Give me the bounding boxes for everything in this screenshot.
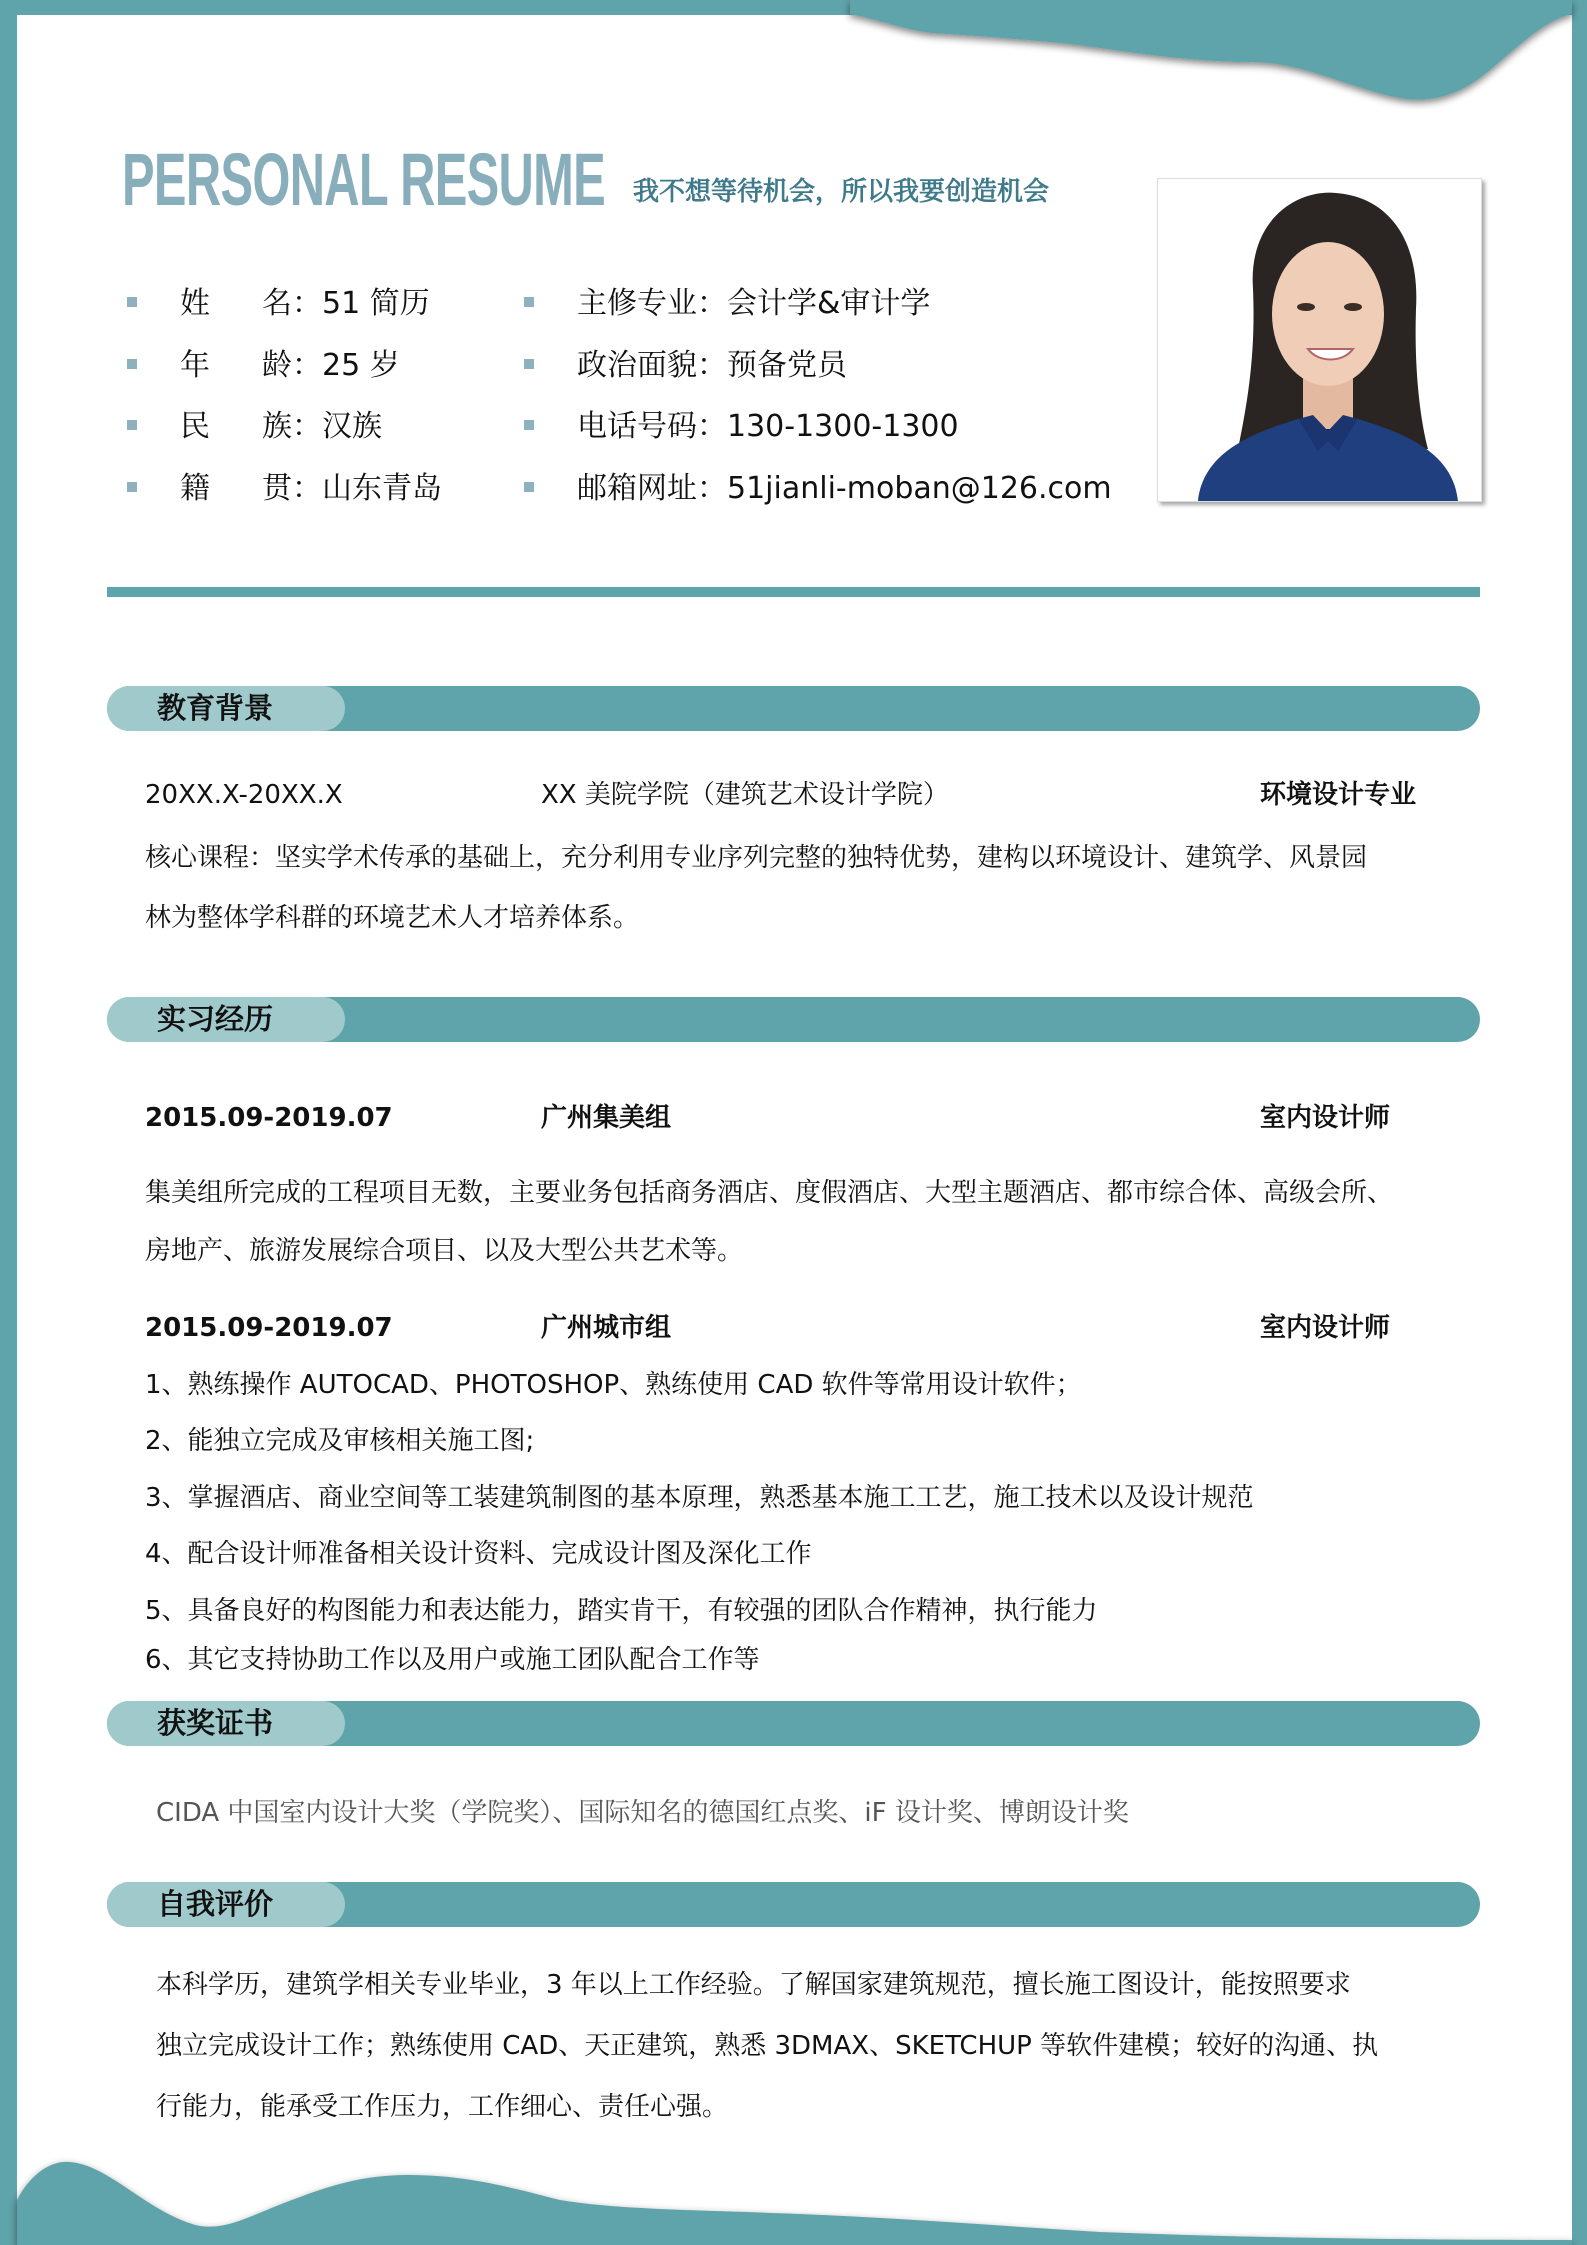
section-header-education bbox=[107, 686, 1480, 731]
info-hometown: 籍 贯：山东青岛 bbox=[127, 469, 507, 509]
info-ethnicity: 民 族：汉族 bbox=[127, 407, 507, 447]
section-header-awards bbox=[107, 1701, 1480, 1746]
header-divider bbox=[107, 587, 1480, 597]
bullet-icon bbox=[524, 420, 534, 430]
job-desc-line: 房地产、旅游发展综合项目、以及大型公共艺术等。 bbox=[145, 1236, 744, 1266]
slogan: 我不想等待机会，所以我要创造机会 bbox=[633, 177, 1050, 207]
bullet-icon bbox=[524, 482, 534, 492]
self-eval-line: 独立完成设计工作；熟练使用 CAD、天正建筑，熟悉 3DMAX、SKETCHUP 等软件建模；较好的沟通、执 bbox=[156, 2031, 1379, 2061]
portrait-image bbox=[1158, 179, 1481, 501]
awards-text: CIDA 中国室内设计大奖（学院奖）、国际知名的德国红点奖、iF 设计奖、博朗设计奖 bbox=[156, 1798, 1129, 1828]
info-age: 年 龄：25 岁 bbox=[127, 346, 507, 386]
section-title: 教育背景 bbox=[157, 691, 274, 725]
edu-core-line: 核心课程：坚实学术传承的基础上，充分利用专业序列完整的独特优势，建构以环境设计、建筑学、风景园 bbox=[145, 843, 1368, 873]
edu-major: 环境设计专业 bbox=[1260, 780, 1417, 810]
job-period: 2015.09-2019.07 bbox=[145, 1103, 393, 1133]
bullet-icon bbox=[127, 359, 137, 369]
bullet-icon bbox=[127, 420, 137, 430]
job-role: 室内设计师 bbox=[1260, 1103, 1391, 1133]
job-duty-line-clipped: 6、其它支持协助工作以及用户或施工团队配合工作等 bbox=[145, 1645, 760, 1675]
job-duty-line: 4、配合设计师准备相关设计资料、完成设计图及深化工作 bbox=[145, 1539, 812, 1569]
job-duty-line: 3、掌握酒店、商业空间等工装建筑制图的基本原理，熟悉基本施工工艺，施工技术以及设计规范 bbox=[145, 1483, 1254, 1513]
job-duty-line: 5、具备良好的构图能力和表达能力，踏实肯干，有较强的团队合作精神，执行能力 bbox=[145, 1596, 1098, 1626]
edu-period: 20XX.X-20XX.X bbox=[145, 780, 343, 810]
self-eval-line: 行能力，能承受工作压力，工作细心、责任心强。 bbox=[156, 2092, 729, 2122]
profile-photo bbox=[1157, 178, 1482, 502]
job-role: 室内设计师 bbox=[1260, 1313, 1391, 1343]
info-name: 姓 名：51 简历 bbox=[127, 284, 507, 324]
job-company: 广州集美组 bbox=[541, 1103, 672, 1133]
resume-title: PERSONAL RESUME bbox=[122, 138, 606, 221]
info-major: 主修专业：会计学&审计学 bbox=[524, 284, 1144, 324]
section-header-self-evaluation bbox=[107, 1882, 1480, 1927]
job-period: 2015.09-2019.07 bbox=[145, 1313, 393, 1343]
bullet-icon bbox=[524, 359, 534, 369]
section-title: 获奖证书 bbox=[157, 1706, 274, 1740]
bullet-icon bbox=[127, 482, 137, 492]
job-company: 广州城市组 bbox=[541, 1313, 672, 1343]
info-phone: 电话号码：130-1300-1300 bbox=[524, 407, 1144, 447]
bullet-icon bbox=[127, 297, 137, 307]
section-title: 自我评价 bbox=[157, 1887, 274, 1921]
job-duty-line: 1、熟练操作 AUTOCAD、PHOTOSHOP、熟练使用 CAD 软件等常用设计软件； bbox=[145, 1370, 1082, 1400]
job-desc-line: 集美组所完成的工程项目无数，主要业务包括商务酒店、度假酒店、大型主题酒店、都市综合体、高级会所、 bbox=[145, 1178, 1394, 1208]
edu-core-line: 林为整体学科群的环境艺术人才培养体系。 bbox=[145, 903, 640, 933]
self-eval-line: 本科学历，建筑学相关专业毕业，3 年以上工作经验。了解国家建筑规范，擅长施工图设计，能按照要求 bbox=[156, 1970, 1351, 2000]
info-email: 邮箱网址：51jianli-moban@126.com bbox=[524, 469, 1144, 509]
job-duty-line: 2、能独立完成及审核相关施工图; bbox=[145, 1426, 535, 1456]
info-political-status: 政治面貌：预备党员 bbox=[524, 346, 1144, 386]
section-title: 实习经历 bbox=[157, 1002, 274, 1036]
section-header-internship bbox=[107, 997, 1480, 1042]
bullet-icon bbox=[524, 297, 534, 307]
edu-school: XX 美院学院（建筑艺术设计学院） bbox=[541, 780, 949, 810]
